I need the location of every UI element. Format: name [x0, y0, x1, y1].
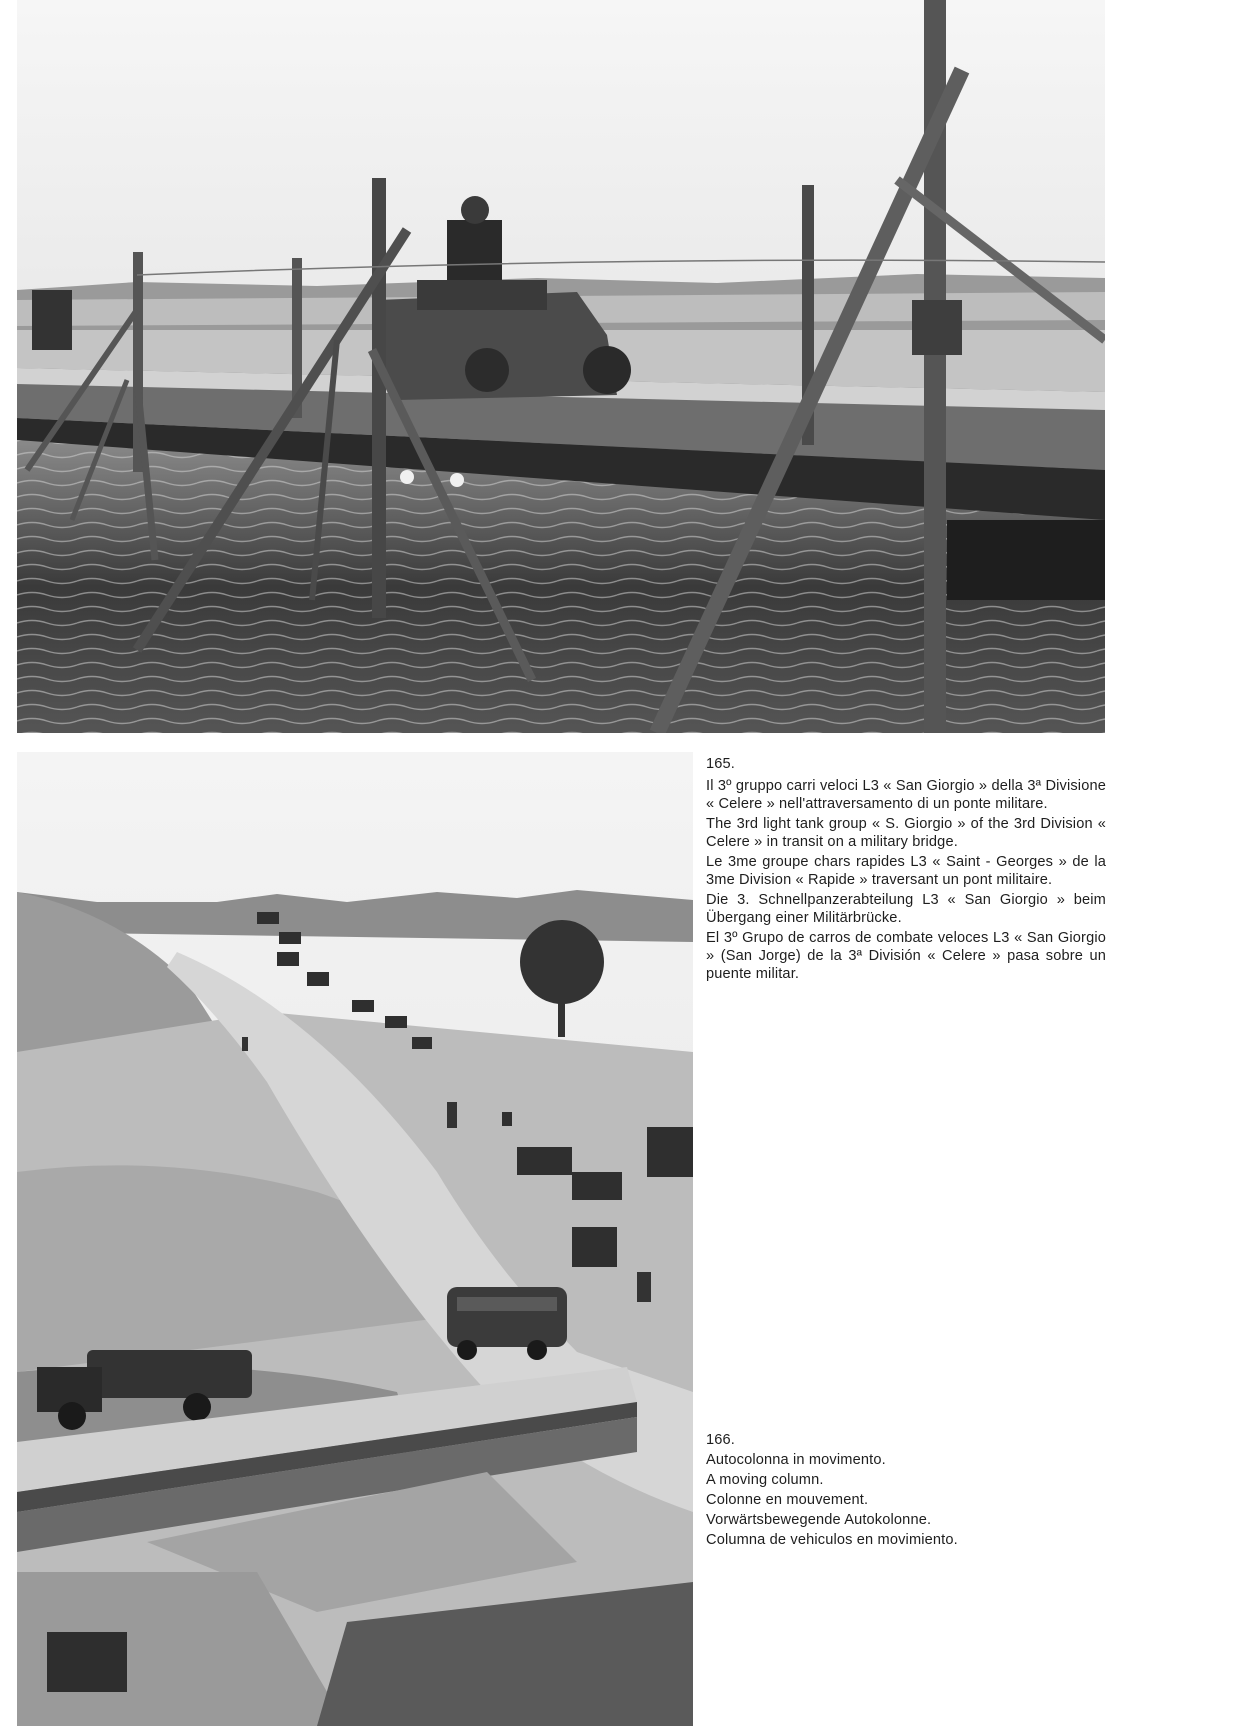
- caption-french: Colonne en mouvement.: [706, 1492, 869, 1508]
- caption-spanish: Columna de vehiculos en movimiento.: [706, 1532, 958, 1548]
- vehicle-column-photo: [17, 752, 693, 1726]
- caption-166: [706, 1431, 1106, 1551]
- tank-on-bridge-photo: [17, 0, 1105, 733]
- photo-vehicle-column: [17, 752, 693, 1726]
- caption-italian: Autocolonna in movimento.: [706, 1452, 886, 1468]
- caption-german: Die 3. Schnellpanzerabteilung L3 « San Giorgio » beim Übergang einer Militärbrücke.: [706, 892, 1106, 926]
- caption-italian: Il 3º gruppo carri veloci L3 « San Giorgio » della 3ª Divisione « Celere » nell'attraversamento di un ponte militare.: [706, 778, 1106, 812]
- photo-tank-bridge: [17, 0, 1105, 733]
- caption-german: Vorwärtsbewegende Autokolonne.: [706, 1512, 932, 1528]
- caption-english: A moving column.: [706, 1472, 824, 1488]
- caption-spanish: El 3º Grupo de carros de combate veloces L3 « San Giorgio » (San Jorge) de la 3ª División « Celere » pasa sobre un puente militar.: [706, 930, 1106, 982]
- caption-number: 166.: [706, 1432, 736, 1448]
- caption-french: Le 3me groupe chars rapides L3 « Saint - Georges » de la 3me Division « Rapide » traversant un pont militaire.: [706, 854, 1106, 888]
- caption-165: [706, 755, 1106, 985]
- caption-number: 165.: [706, 756, 736, 772]
- caption-english: The 3rd light tank group « S. Giorgio » of the 3rd Division « Celere » in transit on a military bridge.: [706, 816, 1106, 850]
